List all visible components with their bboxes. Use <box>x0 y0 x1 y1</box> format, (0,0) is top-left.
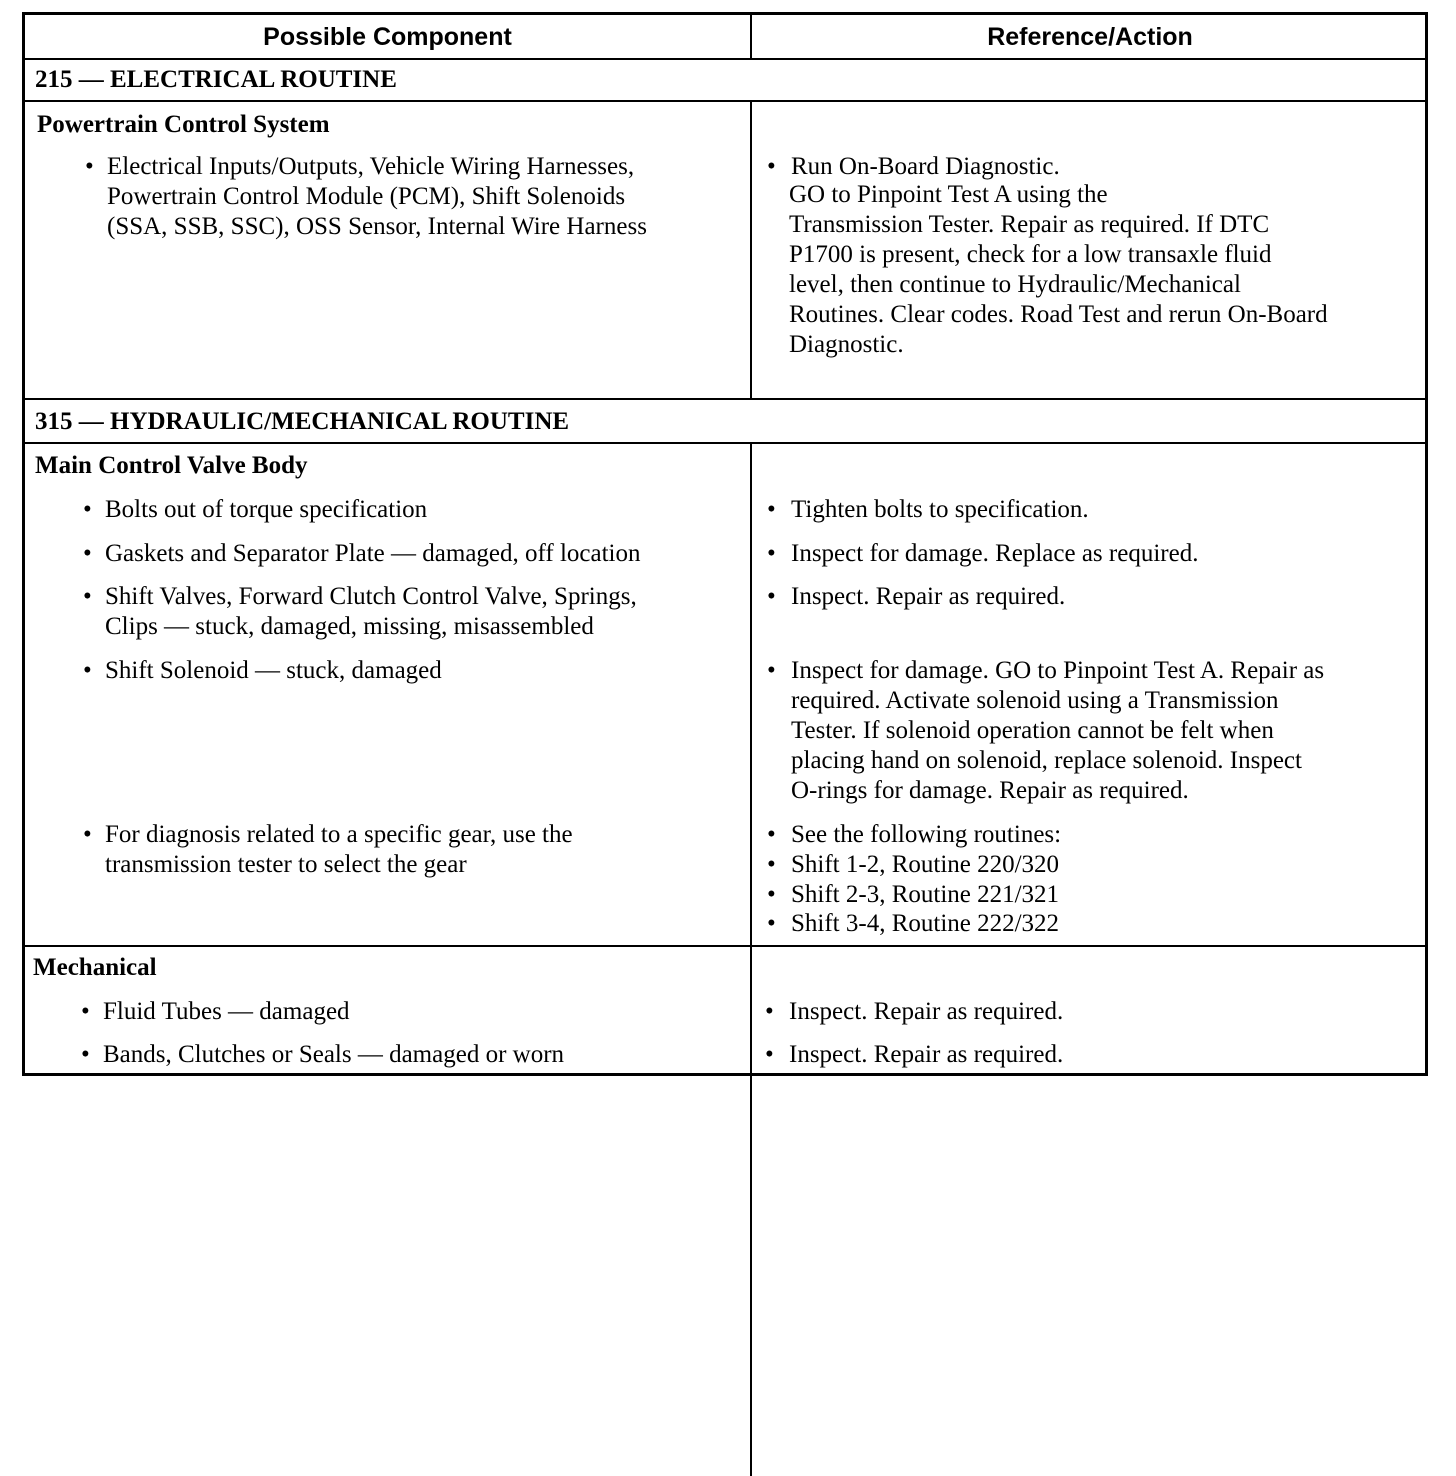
row-divider <box>25 945 1425 947</box>
action-row: Inspect. Repair as required. <box>791 583 1066 610</box>
bullet-icon: • <box>767 881 776 908</box>
header-possible-component: Possible Component <box>263 22 512 51</box>
action-row: Inspect for damage. GO to Pinpoint Test A. Repair as required. Activate solenoid using a Transmission Tester. If solenoid operation cannot be felt when placing hand on solenoid, replace solenoid. Inspect O-rings for damage. Repair as required. <box>791 657 1325 804</box>
action-electrical-first: Run On-Board Diagnostic. <box>791 153 1060 180</box>
action-row: Inspect. Repair as required. <box>789 998 1064 1025</box>
bullet-icon: • <box>85 153 94 180</box>
bullet-icon: • <box>767 910 776 937</box>
component-row: Shift Valves, Forward Clutch Control Valve, Springs, Clips — stuck, damaged, missing, misassembled <box>105 583 637 640</box>
bullet-icon: • <box>83 540 92 567</box>
action-row: Inspect for damage. Replace as required. <box>791 540 1199 567</box>
bullet-icon: • <box>767 821 776 848</box>
bullet-icon: • <box>767 851 776 878</box>
action-row: Inspect. Repair as required. <box>789 1041 1064 1068</box>
action-electrical-rest: GO to Pinpoint Test A using the Transmission Tester. Repair as required. If DTC P1700 is present, check for a low transaxle fluid level, then continue to Hydraulic/Mechanical Routines. Clear codes. Road Test and rerun On-Board Diagnostic. <box>789 181 1328 358</box>
component-row: Gaskets and Separator Plate — damaged, off location <box>105 540 641 567</box>
bullet-icon: • <box>767 583 776 610</box>
bullet-icon: • <box>83 657 92 684</box>
bullet-icon: • <box>83 583 92 610</box>
bullet-icon: • <box>765 998 774 1025</box>
group-powertrain-control-system: Powertrain Control System <box>37 111 330 138</box>
bullet-icon: • <box>81 998 90 1025</box>
component-row: Shift Solenoid — stuck, damaged <box>105 657 442 684</box>
group-mechanical: Mechanical <box>33 954 157 981</box>
component-electrical: Electrical Inputs/Outputs, Vehicle Wiring Harnesses, Powertrain Control Module (PCM), Shift Solenoids (SSA, SSB, SSC), OSS Sensor, Internal Wire Harness <box>107 153 647 240</box>
bullet-icon: • <box>81 1041 90 1068</box>
action-routine-line: Shift 3-4, Routine 222/322 <box>791 910 1060 937</box>
action-routine-line: See the following routines: <box>791 821 1062 848</box>
bullet-icon: • <box>767 496 776 523</box>
row-divider <box>25 398 1425 400</box>
bullet-icon: • <box>83 821 92 848</box>
action-routine-line: Shift 1-2, Routine 220/320 <box>791 851 1060 878</box>
component-row: Bands, Clutches or Seals — damaged or worn <box>103 1041 565 1068</box>
row-divider <box>25 100 1425 102</box>
bullet-icon: • <box>767 540 776 567</box>
component-row: Bolts out of torque specification <box>105 496 428 523</box>
bullet-icon: • <box>83 496 92 523</box>
section-title-hydraulic: 315 — HYDRAULIC/MECHANICAL ROUTINE <box>35 408 570 435</box>
column-divider <box>750 102 752 400</box>
diagnostic-table <box>22 12 1428 1076</box>
section-title-electrical: 215 — ELECTRICAL ROUTINE <box>35 66 397 93</box>
row-divider <box>25 442 1425 444</box>
action-row: Tighten bolts to specification. <box>791 496 1089 523</box>
bullet-icon: • <box>765 1041 774 1068</box>
action-routine-line: Shift 2-3, Routine 221/321 <box>791 881 1060 908</box>
bullet-icon: • <box>767 657 776 684</box>
component-row: Fluid Tubes — damaged <box>103 998 350 1025</box>
column-divider <box>750 444 752 1476</box>
group-main-control-valve-body: Main Control Valve Body <box>35 452 308 479</box>
header-reference-action: Reference/Action <box>987 22 1193 51</box>
component-row: For diagnosis related to a specific gear, use the transmission tester to select the gear <box>105 821 573 878</box>
bullet-icon: • <box>767 153 776 180</box>
